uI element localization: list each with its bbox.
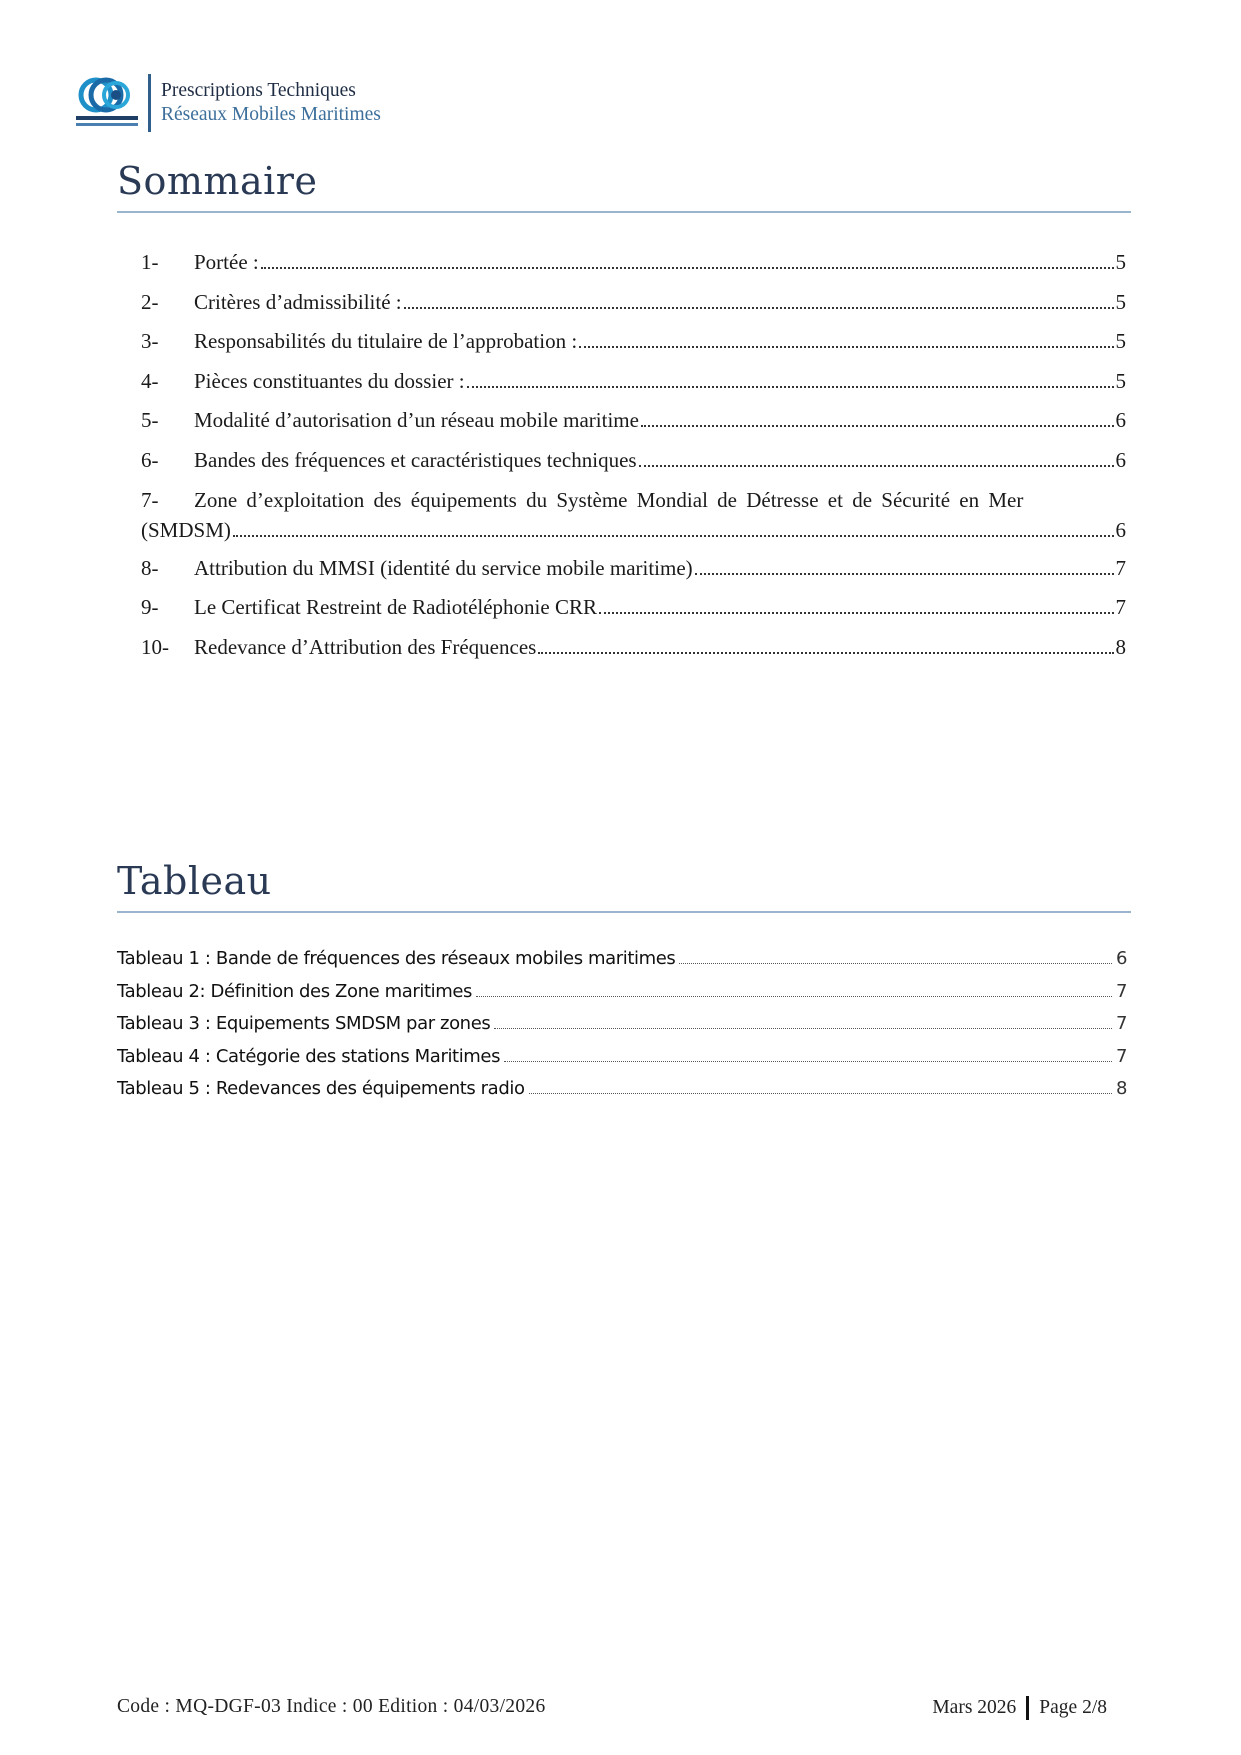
table-list-label: Tableau 5 : Redevances des équipements radio — [117, 1078, 525, 1099]
toc-item-page: 7 — [1115, 595, 1126, 620]
table-list-label: Tableau 1 : Bande de fréquences des réseaux mobiles maritimes — [117, 948, 676, 969]
toc-item-page: 6 — [1115, 517, 1126, 542]
toc-item-number: 7- — [141, 487, 159, 512]
toc-leader-dots — [538, 652, 1113, 654]
toc-item-page: 6 — [1115, 447, 1126, 472]
toc-item-text: Bandes des fréquences et caractéristiques techniques — [194, 447, 637, 472]
table-list-page: 7 — [1115, 1013, 1127, 1034]
table-list-item[interactable] — [117, 1078, 1127, 1111]
footer-divider — [1026, 1696, 1029, 1720]
page-header — [72, 72, 381, 134]
table-list-label: Tableau 3 : Equipements SMDSM par zones — [117, 1013, 491, 1034]
toc-item-text: Zone d’exploitation des équipements du Système Mondial de Détresse et de Sécurité en Mer — [194, 487, 1024, 512]
table-leader-dots — [504, 1061, 1112, 1062]
header-subtitle: Réseaux Mobiles Maritimes — [161, 104, 381, 125]
toc-item[interactable] — [141, 290, 1126, 330]
toc-item-text: Redevance d’Attribution des Fréquences — [194, 634, 537, 659]
toc-item-number: 9- — [141, 595, 159, 620]
toc-leader-dots — [261, 267, 1114, 269]
table-list-item[interactable] — [117, 1013, 1127, 1046]
toc-item[interactable] — [141, 250, 1126, 290]
toc-item-page: 5 — [1115, 250, 1126, 274]
toc-item-text: Le Certificat Restreint de Radiotéléphonie CRR — [194, 595, 597, 620]
table-list-item[interactable] — [117, 948, 1127, 981]
toc-leader-dots — [695, 573, 1114, 575]
toc-item-text-continued: (SMDSM) — [141, 517, 231, 542]
toc-leader-dots — [404, 307, 1114, 309]
toc-item[interactable] — [141, 329, 1126, 369]
toc-item-text: Responsabilités du titulaire de l’approbation : — [194, 329, 578, 354]
toc-item[interactable] — [141, 556, 1126, 596]
table-list-item[interactable] — [117, 981, 1127, 1014]
toc-item-text: Modalité d’autorisation d’un réseau mobile maritime — [194, 408, 639, 433]
toc-item-page: 5 — [1115, 329, 1126, 354]
toc-leader-dots — [233, 535, 1114, 537]
toc-leader-dots — [599, 612, 1114, 614]
toc-item-page: 7 — [1115, 555, 1126, 580]
table-list-label: Tableau 2: Définition des Zone maritimes — [117, 980, 472, 1002]
toc-leader-dots — [579, 346, 1113, 348]
header-title: Prescriptions Techniques — [161, 80, 356, 101]
table-leader-dots — [529, 1093, 1112, 1094]
table-of-contents — [141, 250, 1126, 674]
toc-item[interactable] — [141, 369, 1126, 409]
tableau-title: Tableau — [117, 859, 1131, 913]
toc-item-text: Pièces constituantes du dossier : — [194, 368, 465, 393]
toc-item[interactable] — [141, 448, 1126, 488]
agency-logo-icon — [72, 73, 142, 133]
toc-item-number: 3- — [141, 329, 159, 354]
toc-item-number: 4- — [141, 368, 159, 393]
table-list-label: Tableau 4 : Catégorie des stations Maritimes — [117, 1045, 501, 1067]
toc-item[interactable] — [141, 635, 1126, 675]
toc-item-number: 2- — [141, 289, 159, 314]
table-list-page: 6 — [1115, 948, 1127, 969]
toc-item-text: Attribution du MMSI (identité du service mobile maritime) — [194, 555, 693, 580]
toc-item-text: Portée : — [194, 250, 259, 274]
toc-item-page: 6 — [1115, 408, 1126, 433]
table-list-page: 7 — [1115, 1045, 1127, 1067]
toc-item[interactable] — [141, 595, 1126, 635]
table-leader-dots — [476, 996, 1112, 997]
toc-leader-dots — [467, 386, 1114, 388]
toc-item-number: 8- — [141, 555, 159, 580]
sommaire-title: Sommaire — [117, 159, 1131, 213]
document-code: Code : MQ-DGF-03 Indice : 00 Edition : 04/03/2026 — [117, 1696, 546, 1717]
toc-leader-dots — [639, 465, 1114, 467]
page-number: Page 2/8 — [1039, 1697, 1107, 1718]
toc-item-number: 5- — [141, 408, 159, 433]
toc-item-page: 5 — [1115, 289, 1126, 314]
toc-leader-dots — [641, 425, 1114, 427]
table-leader-dots — [679, 963, 1112, 964]
toc-item[interactable] — [141, 488, 1126, 556]
toc-item-number: 6- — [141, 447, 159, 472]
toc-item-text: Critères d’admissibilité : — [194, 289, 402, 314]
toc-item[interactable] — [141, 408, 1126, 448]
toc-item-number: 10- — [141, 634, 169, 659]
toc-item-page: 8 — [1115, 634, 1126, 659]
footer-date: Mars 2026 — [932, 1697, 1017, 1718]
table-list-item[interactable] — [117, 1046, 1127, 1079]
table-of-tables — [117, 948, 1127, 1111]
table-list-page: 7 — [1115, 980, 1127, 1002]
page-footer — [117, 1696, 1107, 1726]
table-leader-dots — [494, 1028, 1112, 1029]
toc-item-number: 1- — [141, 250, 159, 274]
table-list-page: 8 — [1115, 1078, 1127, 1099]
toc-item-page: 5 — [1115, 368, 1126, 393]
header-divider — [148, 74, 151, 132]
